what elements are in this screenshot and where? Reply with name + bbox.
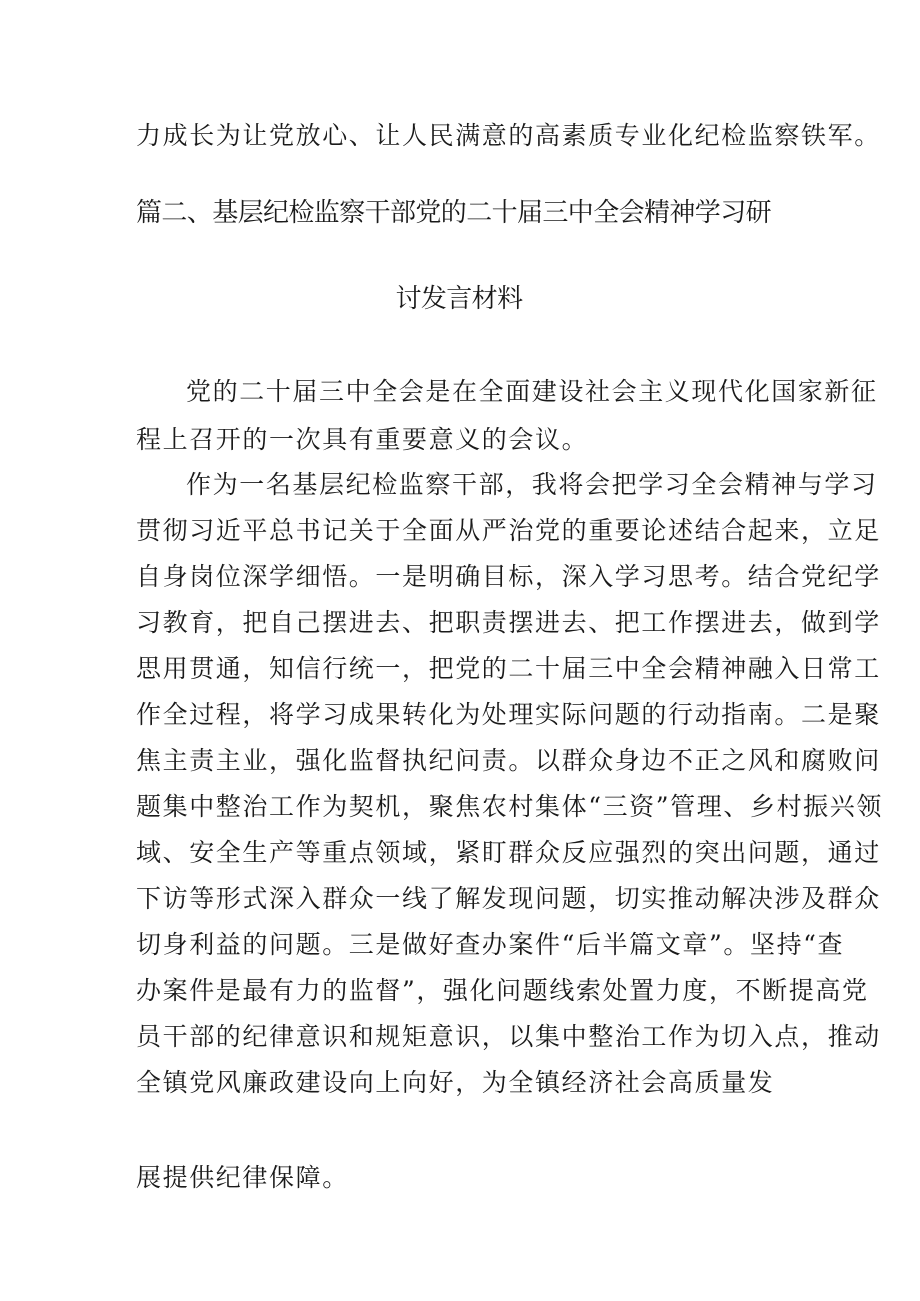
section-title-line-1: 篇二、基层纪检监察干部党的二十届三中全会精神学习研 <box>136 198 772 228</box>
paragraph-2-line: 切身利益的问题。三是做好查办案件“后半篇文章”。坚持“查 <box>136 930 845 959</box>
paragraph-2-line: 办案件是最有力的监督”，强化问题线索处置力度，不断提高党 <box>136 976 869 1005</box>
paragraph-2-line: 下访等形式深入群众一线了解发现问题，切实推动解决涉及群众 <box>136 884 881 913</box>
paragraph-1-line: 党的二十届三中全会是在全面建设社会主义现代化国家新征 <box>186 377 878 406</box>
closing-line: 展提供纪律保障。 <box>136 1163 349 1192</box>
paragraph-2-line: 全镇党风廉政建设向上向好，为全镇经济社会高质量发 <box>136 1068 775 1097</box>
paragraph-1-line: 程上召开的一次具有重要意义的会议。 <box>136 425 589 454</box>
paragraph-2-line: 题集中整治工作为契机，聚焦农村集体“三资”管理、乡村振兴领 <box>136 792 883 821</box>
section-title-line-2: 讨发言材料 <box>395 284 523 314</box>
carryover-line: 力成长为让党放心、让人民满意的高素质专业化纪检监察铁军。 <box>136 121 881 150</box>
paragraph-2-line: 作为一名基层纪检监察干部，我将会把学习全会精神与学习 <box>186 470 878 499</box>
paragraph-2-line: 焦主责主业，强化监督执纪问责。以群众身边不正之风和腐败问 <box>136 746 881 775</box>
paragraph-2-line: 习教育，把自己摆进去、把职责摆进去、把工作摆进去，做到学 <box>136 608 881 637</box>
paragraph-2-line: 贯彻习近平总书记关于全面从严治党的重要论述结合起来，立足 <box>136 516 881 545</box>
paragraph-2-line: 思用贯通，知信行统一，把党的二十届三中全会精神融入日常工 <box>136 654 881 683</box>
paragraph-2-line: 域、安全生产等重点领域，紧盯群众反应强烈的突出问题，通过 <box>136 838 881 867</box>
paragraph-2-line: 作全过程，将学习成果转化为处理实际问题的行动指南。二是聚 <box>136 700 881 729</box>
paragraph-2-line: 自身岗位深学细悟。一是明确目标，深入学习思考。结合党纪学 <box>136 562 881 591</box>
paragraph-2-line: 员干部的纪律意识和规矩意识，以集中整治工作为切入点，推动 <box>136 1022 881 1051</box>
